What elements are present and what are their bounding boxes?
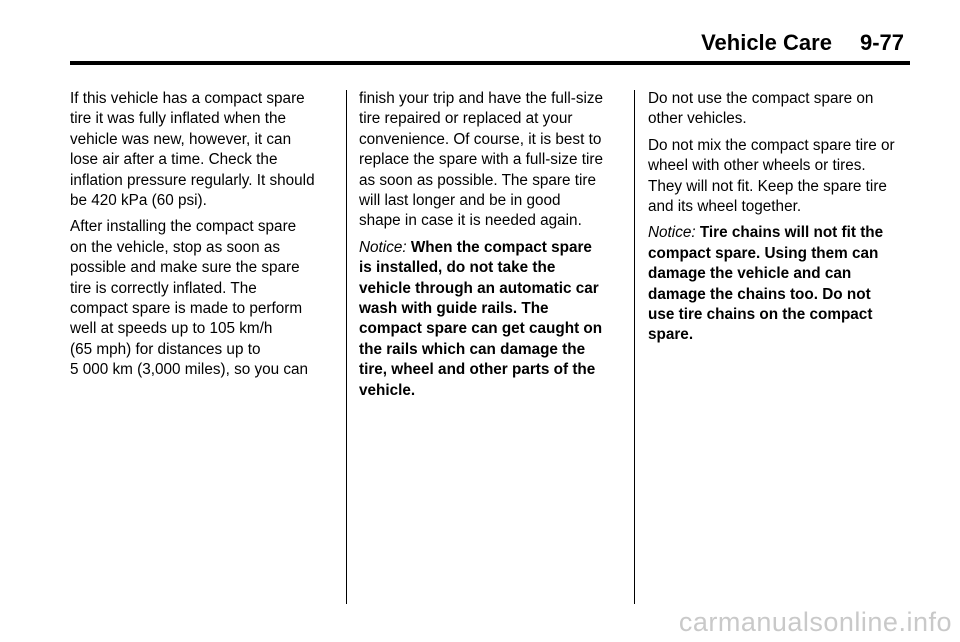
notice-label: Notice: bbox=[359, 238, 407, 256]
page-header bbox=[701, 30, 904, 56]
watermark: carmanualsonline.info bbox=[678, 607, 952, 637]
page-number: 9-77 bbox=[859, 30, 904, 55]
paragraph-compact-spare-inflation: If this vehicle has a compact spare tire it was fully inflated when the vehicle was new, however, it can lose air after a time. Check the inflation pressure regularly. It should be 420 kPa (60 psi). bbox=[70, 90, 315, 210]
notice-car-wash bbox=[359, 238, 629, 401]
notice-text: Tire chains will not fit the compact spare. Using them can damage the vehicle and can damage the chains too. Do not use tire chains on the compact spare. bbox=[648, 224, 884, 344]
column-2 bbox=[359, 89, 629, 407]
notice-text: When the compact spare is installed, do not take the vehicle through an automatic car wash with guide rails. The compact spare can get caught on the rails which can damage the tire, wheel and other parts of the vehicle. bbox=[359, 238, 603, 399]
section-title: Vehicle Care bbox=[701, 30, 832, 55]
column-1 bbox=[70, 89, 340, 387]
paragraph-after-installing: After installing the compact spare on the vehicle, stop as soon as possible and make sure the spare tire is correctly inflated. The compact spare is made to perform well at speeds up to 105 km/h (65 mph) for distances up to 5 000 km (3,000 miles), so you can bbox=[70, 218, 309, 379]
column-divider bbox=[634, 90, 635, 604]
notice-label: Notice: bbox=[648, 224, 696, 242]
paragraph-do-not-mix: Do not mix the compact spare tire or wheel with other wheels or tires. They will not fit. Keep the spare tire and its wheel together. bbox=[648, 136, 895, 216]
column-divider bbox=[346, 90, 347, 604]
notice-tire-chains bbox=[648, 223, 918, 345]
column-3 bbox=[648, 89, 918, 352]
paragraph-other-vehicles: Do not use the compact spare on other vehicles. bbox=[648, 90, 874, 128]
paragraph-finish-trip: finish your trip and have the full-size tire repaired or replaced at your convenience. Of course, it is best to replace the spare with a full-size tire as soon as possible. The spare tire will last longer and be in good shape in case it is needed again. bbox=[359, 90, 604, 230]
header-rule bbox=[70, 61, 910, 65]
